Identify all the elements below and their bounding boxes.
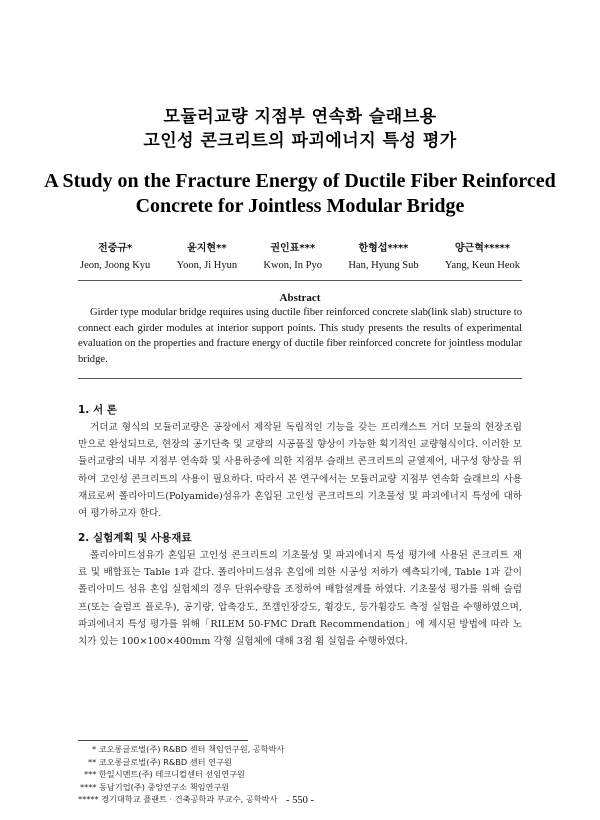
section-2-heading: 2. 실험계획 및 사용재료 bbox=[78, 532, 192, 544]
english-title-line-1: A Study on the Fracture Energy of Ductile Fiber Reinforced bbox=[44, 170, 556, 192]
korean-title-line-1: 모듈러교량 지점부 연속화 슬래브용 bbox=[163, 107, 437, 127]
abstract-heading: Abstract bbox=[279, 292, 321, 304]
author-3 bbox=[263, 240, 322, 274]
section-1-body: 거더교 형식의 모듈러교량은 공장에서 제작된 독립적인 기능을 갖는 프리캐스트 거더 모듈의 현장조립만으로 완성되므로, 현장의 공기단축 및 교량의 시공품질 향상이 가능한 획기적인 교량형식이다. 이러한 모듈러교량의 내부 지점부 연속화 및 사용하중에 의한 지점부 슬래브 콘크리트의 균열제어, 내구성 향상을 위하여 고인성 콘크리트의 사용이 필요하다. 따라서 본 연구에서는 모듈러교량 지점부 연속화 슬래브의 사용재료로써 폴리아미드(Polyamide)섬유가 혼입된 고인성 콘크리트의 기초물성 및 파괴에너지 특성에 대하여 평가하고자 한다. bbox=[78, 422, 522, 520]
author-4 bbox=[348, 240, 418, 274]
author-2-korean-name: 윤지현** bbox=[187, 243, 227, 254]
abstract-top-rule bbox=[78, 280, 522, 281]
author-5-korean-name: 양근혁***** bbox=[454, 243, 511, 254]
footnote-3: *** 한일시멘트(주) 테크니컬센터 선임연구원 bbox=[84, 769, 245, 780]
section-1-heading: 1. 서 론 bbox=[78, 404, 117, 416]
author-1 bbox=[80, 240, 150, 274]
author-5 bbox=[445, 240, 520, 274]
author-list bbox=[80, 240, 520, 274]
author-2-english-name: Yoon, Ji Hyun bbox=[176, 260, 238, 271]
abstract-bottom-rule bbox=[78, 378, 522, 379]
author-2 bbox=[177, 240, 238, 274]
footnote-2: ** 코오롱글로벌(주) R&BD 센터 연구원 bbox=[88, 756, 232, 767]
footnote-1: * 코오롱글로벌(주) R&BD 센터 책임연구원, 공학박사 bbox=[92, 744, 285, 754]
page-number: - 550 - bbox=[286, 795, 314, 806]
author-5-english-name: Yang, Keun Heok bbox=[444, 260, 520, 271]
author-3-korean-name: 권인표*** bbox=[270, 243, 316, 254]
korean-title-line-2: 고인성 콘크리트의 파괴에너지 특성 평가 bbox=[143, 131, 457, 151]
author-1-korean-name: 전중규* bbox=[98, 243, 133, 254]
author-1-english-name: Jeon, Joong Kyu bbox=[80, 260, 151, 271]
section-2-body: 폴리아미드섬유가 혼입된 고인성 콘크리트의 기초물성 및 파괴에너지 특성 평가에 사용된 콘크리트 재료 및 배합표는 Table 1과 같다. 폴리아미드섬유 혼입에 의한 시공성 저하가 예측되기에, Table 1과 같이 폴리아미드 섬유 혼입 실험체의 경우 단위수량을 조정하여 배합설계를 하였다. 기초물성 평가를 위해 슬럼프(또는 슬럼프 플로우), 공기량, 압축강도, 쪼갬인장강도, 휨강도, 등가휨강도 측정 실험을 수행하였으며, 파괴에너지 특성 평가를 위해「RILEM 50-FMC Draft Recommendation」에 제시된 방법에 따라 노치가 있는 100×100×400mm 각형 실험체에 대해 3점 휨 실험을 수행하였다. bbox=[78, 550, 522, 648]
footnote-rule bbox=[78, 740, 248, 741]
abstract-text: Girder type modular bridge requires using ductile fiber reinforced concrete slab(link slab) structure to connect each girder modules at interior support points. This study presents the results of experimental evaluation on the properties and fracture energy of ductile fiber reinforced concrete for jointless modular bridge. bbox=[78, 307, 522, 365]
author-3-english-name: Kwon, In Pyo bbox=[263, 260, 323, 271]
english-title-line-2: Concrete for Jointless Modular Bridge bbox=[135, 195, 465, 217]
author-4-english-name: Han, Hyung Sub bbox=[348, 260, 419, 271]
footnote-4: **** 동남기업(주) 중앙연구소 책임연구원 bbox=[80, 781, 230, 792]
footnote-5: ***** 경기대학교 플랜트 · 건축공학과 부교수, 공학박사 bbox=[78, 794, 278, 805]
author-4-korean-name: 한형섭**** bbox=[358, 243, 409, 254]
